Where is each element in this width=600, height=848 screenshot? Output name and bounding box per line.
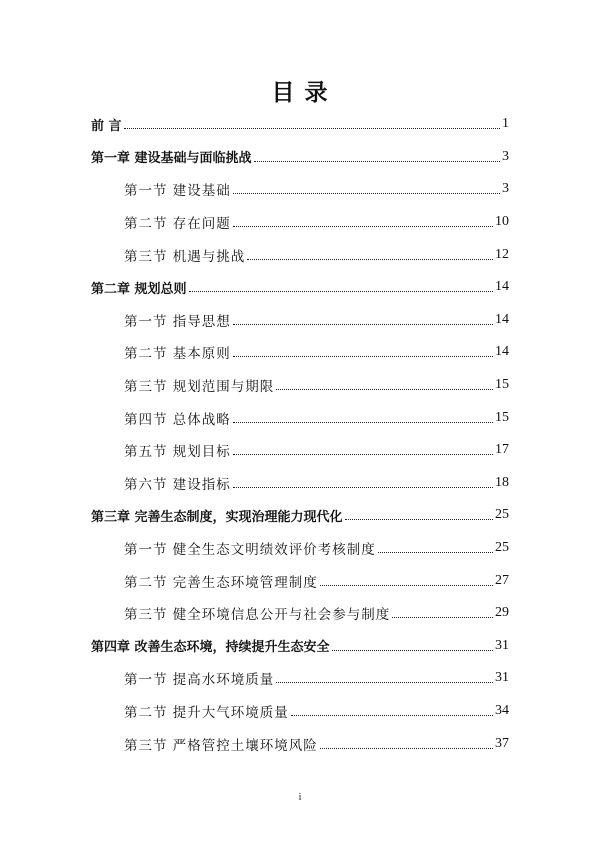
toc-entry-label: 第一节 指导思想 bbox=[124, 313, 231, 330]
toc-chapter-entry[interactable] bbox=[0, 499, 600, 532]
toc-chapter-entry[interactable] bbox=[0, 108, 600, 141]
dot-leader bbox=[233, 192, 500, 194]
toc-entry-label: 第六节 建设指标 bbox=[124, 476, 231, 493]
toc-entry-label: 第一节 建设基础 bbox=[124, 183, 231, 200]
toc-section-entry[interactable] bbox=[0, 727, 600, 760]
dot-leader bbox=[233, 486, 493, 488]
dot-leader bbox=[320, 747, 493, 749]
toc-chapter-entry[interactable] bbox=[0, 271, 600, 304]
toc-section-entry[interactable] bbox=[0, 467, 600, 500]
toc-entry-label: 第三节 健全环境信息公开与社会参与制度 bbox=[124, 607, 391, 624]
dot-leader bbox=[233, 453, 493, 455]
toc-entry-page: 37 bbox=[495, 735, 509, 751]
dot-leader bbox=[233, 421, 493, 423]
toc-entry-label: 前 言 bbox=[91, 118, 122, 134]
toc-section-entry[interactable] bbox=[0, 597, 600, 630]
toc-section-entry[interactable] bbox=[0, 695, 600, 728]
toc-entry-label: 第二节 完善生态环境管理制度 bbox=[124, 574, 318, 591]
toc-chapter-entry[interactable] bbox=[0, 630, 600, 663]
toc-entry-label: 第五节 规划目标 bbox=[124, 444, 231, 461]
toc-entry-label: 第二节 存在问题 bbox=[124, 216, 231, 233]
toc-section-entry[interactable] bbox=[0, 564, 600, 597]
toc-entry-label: 第三节 规划范围与期限 bbox=[124, 379, 275, 396]
toc-entry-page: 17 bbox=[495, 442, 509, 458]
toc-section-entry[interactable] bbox=[0, 304, 600, 337]
toc-entry-page: 18 bbox=[495, 474, 509, 490]
dot-leader bbox=[276, 681, 493, 683]
table-of-contents bbox=[0, 108, 600, 760]
toc-entry-page: 14 bbox=[495, 279, 509, 295]
toc-entry-label: 第三节 严格管控土壤环境风险 bbox=[124, 737, 318, 754]
toc-entry-page: 15 bbox=[495, 409, 509, 425]
dot-leader bbox=[254, 160, 500, 162]
dot-leader bbox=[378, 551, 493, 553]
dot-leader bbox=[233, 225, 493, 227]
toc-section-entry[interactable] bbox=[0, 401, 600, 434]
page-number: i bbox=[298, 791, 302, 803]
dot-leader bbox=[189, 290, 493, 292]
toc-entry-label: 第四章 改善生态环境，持续提升生态安全 bbox=[91, 640, 330, 656]
toc-entry-page: 25 bbox=[495, 540, 509, 556]
toc-section-entry[interactable] bbox=[0, 434, 600, 467]
toc-section-entry[interactable] bbox=[0, 173, 600, 206]
toc-section-entry[interactable] bbox=[0, 206, 600, 239]
toc-entry-page: 27 bbox=[495, 572, 509, 588]
toc-entry-label: 第四节 总体战略 bbox=[124, 411, 231, 428]
toc-entry-page: 25 bbox=[495, 507, 509, 523]
toc-entry-page: 14 bbox=[495, 344, 509, 360]
toc-entry-label: 第二章 规划总则 bbox=[91, 281, 187, 297]
toc-entry-page: 1 bbox=[502, 116, 509, 132]
toc-entry-label: 第一节 健全生态文明绩效评价考核制度 bbox=[124, 542, 376, 559]
toc-entry-page: 29 bbox=[495, 605, 509, 621]
dot-leader bbox=[233, 323, 493, 325]
toc-entry-label: 第三节 机遇与挑战 bbox=[124, 248, 246, 265]
toc-entry-page: 31 bbox=[495, 670, 509, 686]
toc-section-entry[interactable] bbox=[0, 369, 600, 402]
toc-chapter-entry[interactable] bbox=[0, 141, 600, 174]
toc-entry-page: 10 bbox=[495, 214, 509, 230]
toc-entry-label: 第二节 基本原则 bbox=[124, 346, 231, 363]
dot-leader bbox=[276, 388, 493, 390]
toc-section-entry[interactable] bbox=[0, 532, 600, 565]
toc-entry-label: 第一节 提高水环境质量 bbox=[124, 672, 275, 689]
dot-leader bbox=[124, 127, 500, 129]
toc-entry-label: 第二节 提升大气环境质量 bbox=[124, 704, 289, 721]
toc-section-entry[interactable] bbox=[0, 238, 600, 271]
toc-entry-label: 第一章 建设基础与面临挑战 bbox=[91, 151, 252, 167]
toc-entry-page: 14 bbox=[495, 311, 509, 327]
toc-entry-page: 12 bbox=[495, 246, 509, 262]
dot-leader bbox=[291, 714, 493, 716]
toc-entry-page: 15 bbox=[495, 377, 509, 393]
toc-entry-page: 34 bbox=[495, 702, 509, 718]
dot-leader bbox=[345, 518, 493, 520]
toc-entry-page: 3 bbox=[502, 181, 509, 197]
toc-entry-page: 31 bbox=[495, 637, 509, 653]
dot-leader bbox=[392, 616, 493, 618]
toc-section-entry[interactable] bbox=[0, 662, 600, 695]
dot-leader bbox=[247, 258, 493, 260]
page-title: 目 录 bbox=[271, 80, 329, 106]
dot-leader bbox=[320, 584, 493, 586]
toc-entry-label: 第三章 完善生态制度，实现治理能力现代化 bbox=[91, 509, 343, 525]
toc-entry-page: 3 bbox=[502, 148, 509, 164]
dot-leader bbox=[233, 355, 493, 357]
toc-section-entry[interactable] bbox=[0, 336, 600, 369]
dot-leader bbox=[332, 649, 493, 651]
